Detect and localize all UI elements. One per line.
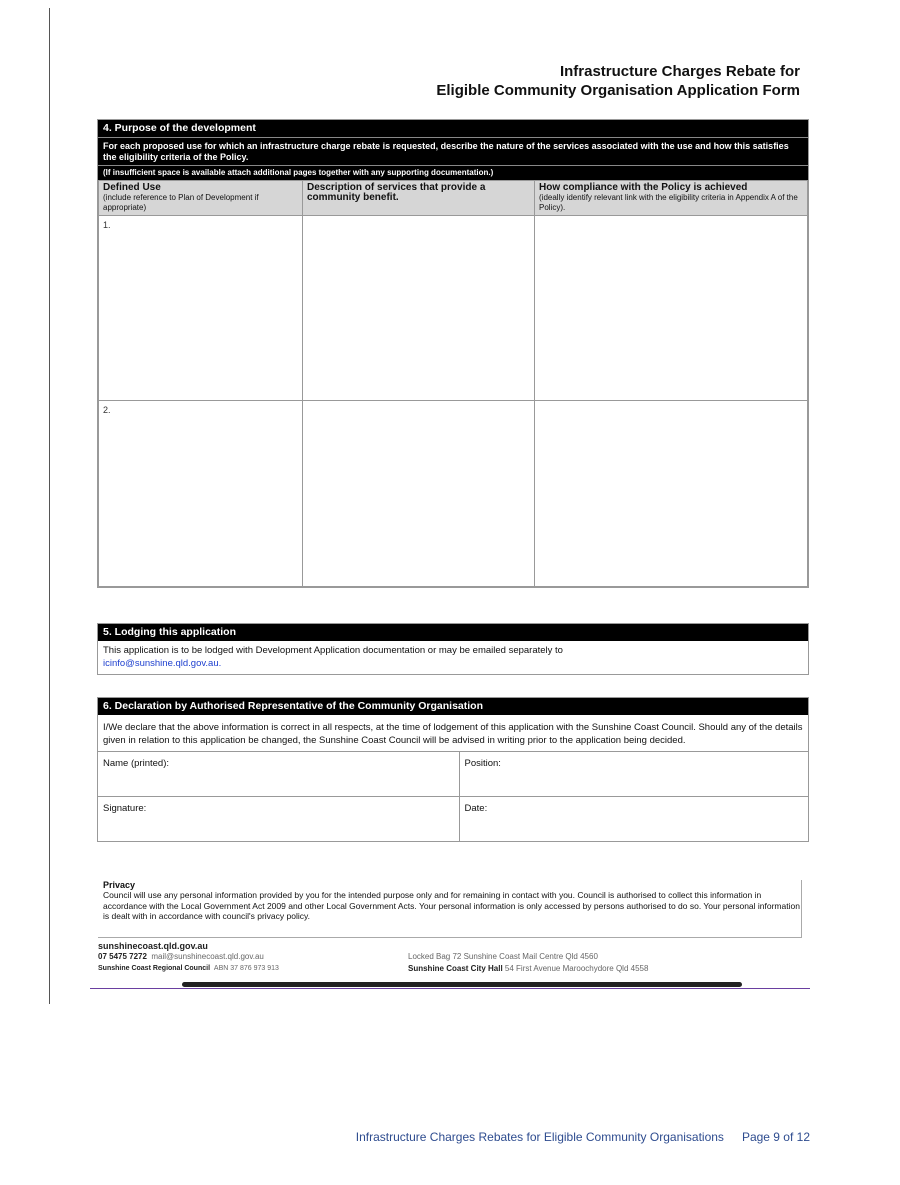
column-title: Description of services that provide a community benefit. <box>307 182 486 203</box>
section-purpose-note: (If insufficient space is available attach additional pages together with any supporting documentation.) <box>98 165 808 180</box>
council-postal-address: Locked Bag 72 Sunshine Coast Mail Centre Qld 4560 <box>408 952 598 961</box>
council-email[interactable]: mail@sunshinecoast.qld.gov.au <box>151 952 264 961</box>
form-title-line1: Infrastructure Charges Rebate for <box>559 63 800 80</box>
form-title-line2: Eligible Community Organisation Application Form <box>436 82 800 99</box>
column-title: How compliance with the Policy is achieved <box>539 182 748 193</box>
declaration-text: I/We declare that the above information is correct in all respects, at the time of lodgement of this application with the Sunshine Coast Council. Should any of the details given in relation to this application be changed, the Sunshine Coast Council will be advised in writing prior to the application being decided. <box>103 722 803 746</box>
table-row <box>99 216 808 401</box>
declaration-fields <box>98 751 808 841</box>
section-lodging-heading: 5. Lodging this application <box>98 624 808 641</box>
privacy-text: Council will use any personal information provided by you for the intended purpose only and for remaining in contact with you. Council is authorised to collect this information in accordance with the Local Government Act 2009 and other Local Government Acts. Your personal information is only accessed by persons authorised to do so. Your personal information is dealt with in accordance with council's privacy policy. <box>103 890 800 921</box>
defined-use-cell[interactable] <box>99 401 303 587</box>
defined-use-cell[interactable] <box>99 216 303 401</box>
column-header-defined-use <box>99 181 303 216</box>
position-field[interactable] <box>459 752 808 797</box>
description-cell[interactable] <box>303 216 535 401</box>
table-row <box>99 401 808 587</box>
compliance-cell[interactable] <box>535 401 808 587</box>
column-header-compliance <box>535 181 808 216</box>
form-title <box>436 62 800 100</box>
position-label: Position: <box>464 758 501 769</box>
page-footer <box>356 1130 810 1144</box>
section-purpose <box>97 119 809 588</box>
council-footer <box>98 941 810 975</box>
section-declaration <box>97 697 809 842</box>
section-lodging <box>97 623 809 675</box>
privacy-title: Privacy <box>103 880 136 890</box>
section-declaration-heading: 6. Declaration by Authorised Representative of the Community Organisation <box>98 698 808 715</box>
purpose-table-header <box>99 181 808 216</box>
column-header-description <box>303 181 535 216</box>
city-hall-label: Sunshine Coast City Hall <box>408 964 503 973</box>
page-margin-line <box>49 8 50 1004</box>
row-number: 2. <box>103 405 111 415</box>
privacy-box <box>98 880 802 938</box>
column-subtitle: (ideally identify relevant link with the eligibility criteria in Appendix A of the Policy). <box>539 193 798 212</box>
lodging-email-link[interactable]: icinfo@sunshine.qld.gov.au. <box>103 658 222 669</box>
section-purpose-instruction: For each proposed use for which an infrastructure charge rebate is requested, describe the nature of the services associated with the use and how this satisfies the eligibility criteria of the Policy. <box>98 137 808 165</box>
row-number: 1. <box>103 220 111 230</box>
footer-rule <box>90 988 810 989</box>
column-title: Defined Use <box>103 182 161 193</box>
date-label: Date: <box>464 803 488 814</box>
date-field[interactable] <box>459 797 808 842</box>
page-footer-document-title: Infrastructure Charges Rebates for Eligible Community Organisations <box>355 1130 724 1144</box>
purpose-table <box>98 180 808 587</box>
compliance-cell[interactable] <box>535 216 808 401</box>
page-number: Page 9 of 12 <box>741 1130 810 1144</box>
name-field[interactable] <box>98 752 459 797</box>
council-name: Sunshine Coast Regional Council <box>98 965 211 972</box>
signature-label: Signature: <box>103 803 147 814</box>
council-abn: ABN 37 876 973 913 <box>213 965 279 972</box>
lodging-text: This application is to be lodged with Development Application documentation or may be emailed separately to <box>103 645 563 656</box>
name-label: Name (printed): <box>103 758 169 769</box>
footer-bar <box>182 982 742 987</box>
signature-field[interactable] <box>98 797 459 842</box>
section-purpose-heading: 4. Purpose of the development <box>98 120 808 137</box>
city-hall-address: 54 First Avenue Maroochydore Qld 4558 <box>504 964 649 973</box>
council-website[interactable]: sunshinecoast.qld.gov.au <box>98 941 208 951</box>
council-phone: 07 5475 7272 <box>98 952 147 961</box>
description-cell[interactable] <box>303 401 535 587</box>
section-lodging-body <box>98 641 808 674</box>
column-subtitle: (include reference to Plan of Development if appropriate) <box>103 193 259 212</box>
